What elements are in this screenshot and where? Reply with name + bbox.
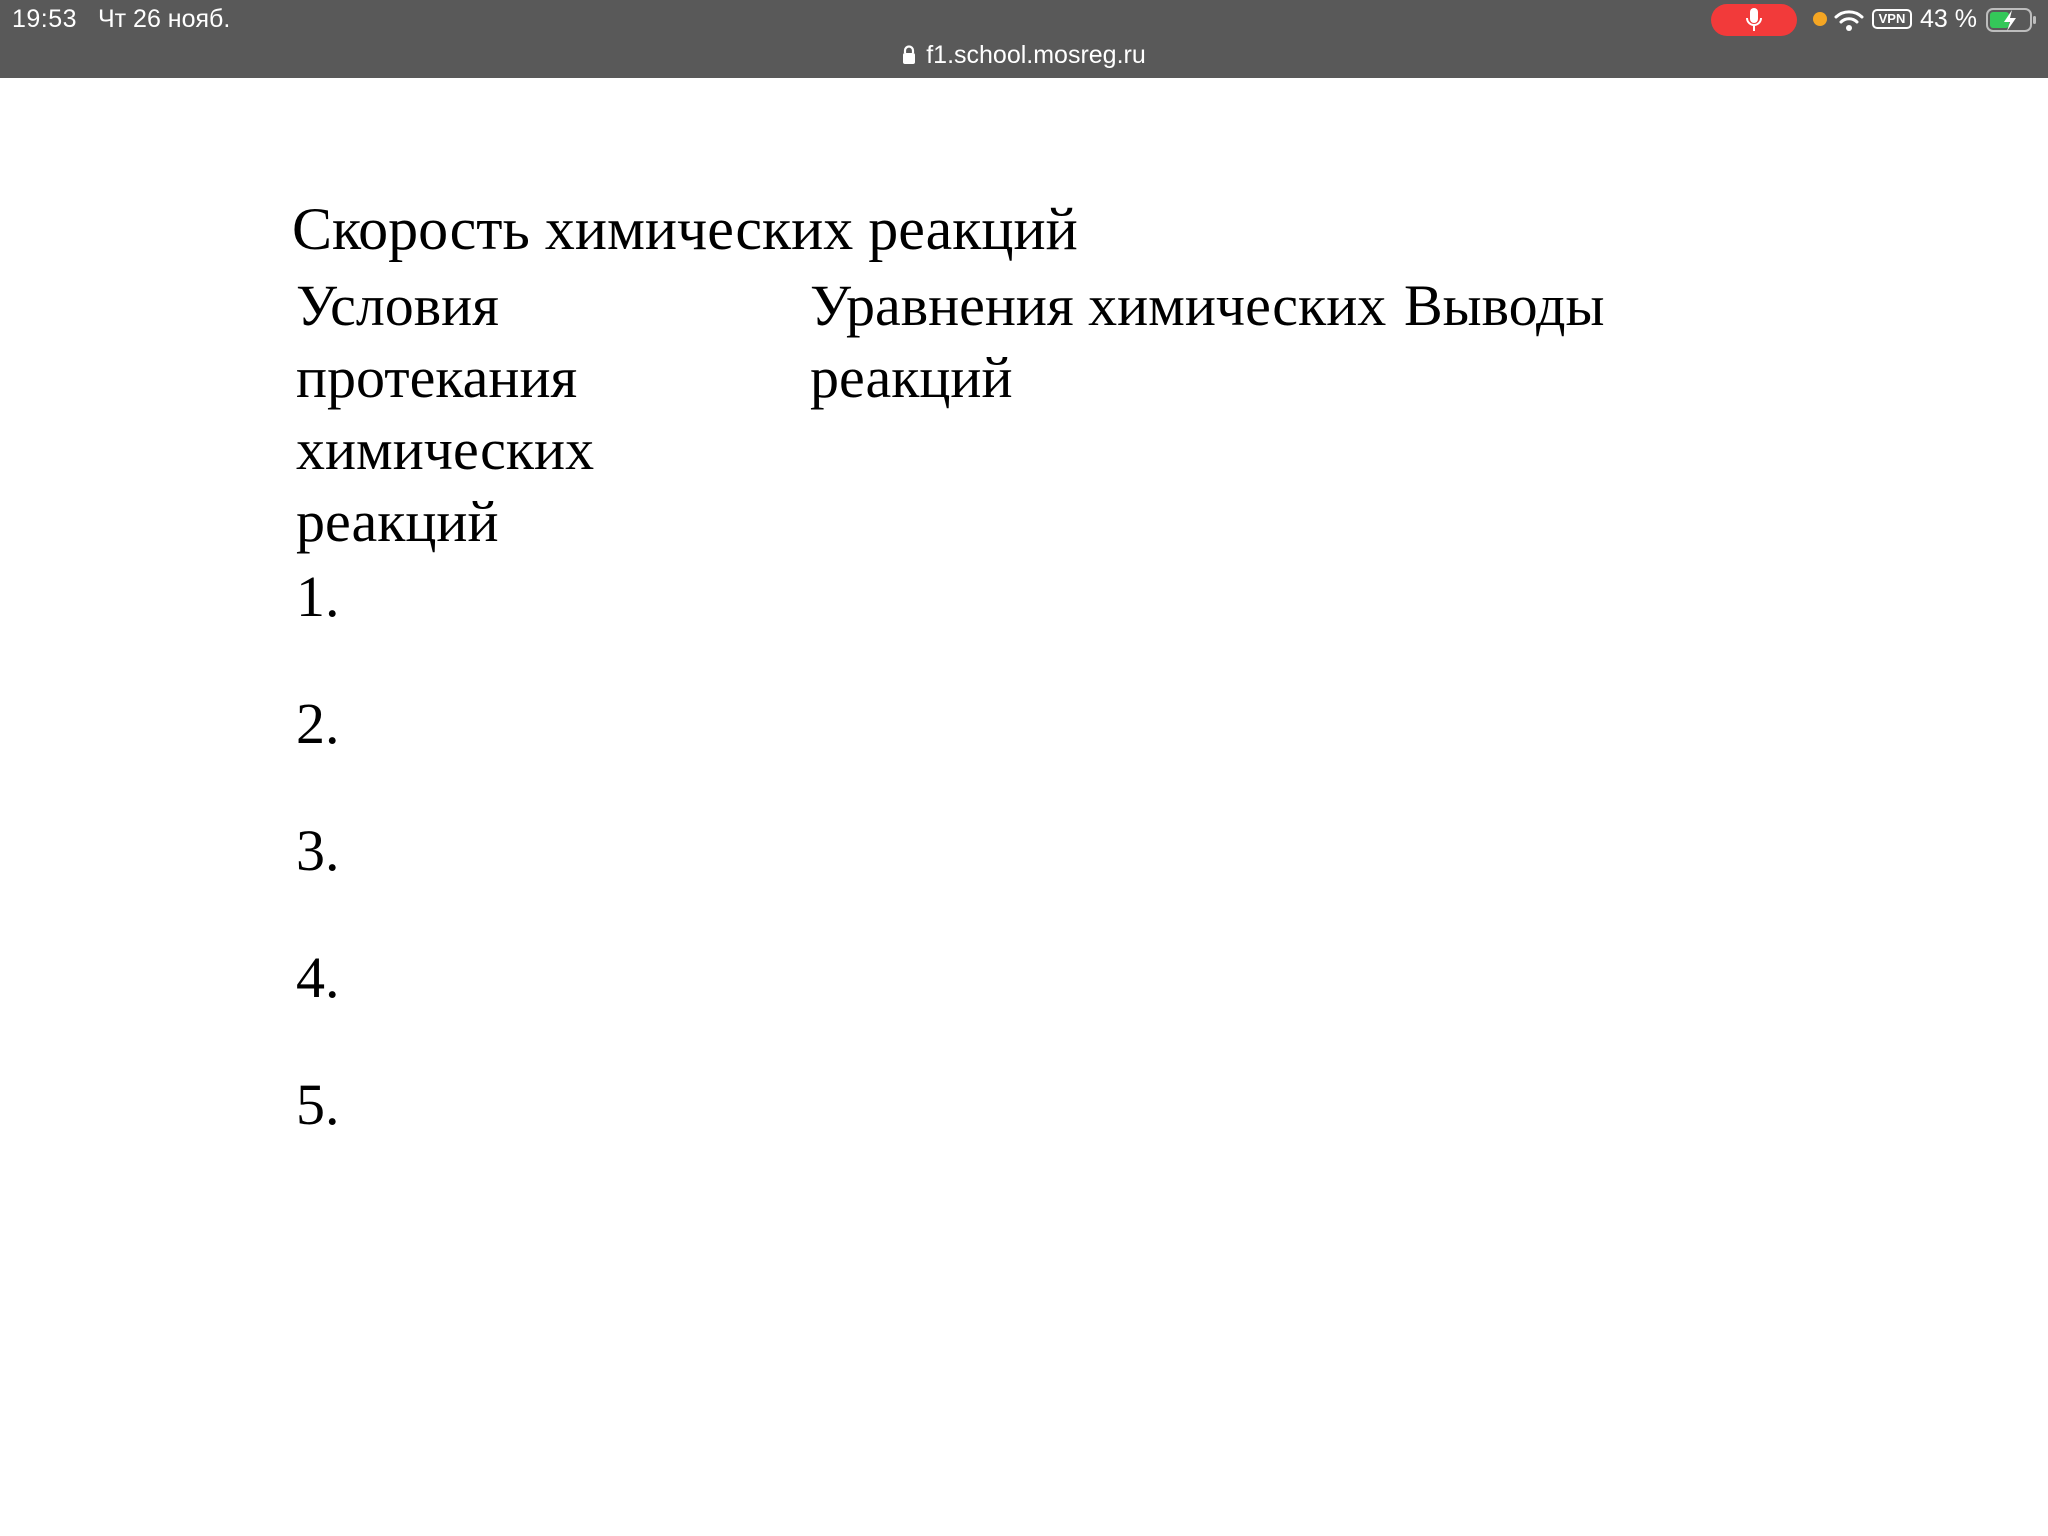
status-date: Чт 26 нояб. (98, 5, 231, 33)
header-equations: Уравнения химических реакций (810, 273, 1387, 410)
header-conditions: Условия протекания химических реакций (296, 273, 595, 554)
status-bar (0, 0, 2048, 78)
document-page (0, 78, 2048, 1536)
battery-percent: 43 % (1920, 5, 1977, 33)
row-number: 1. (296, 564, 340, 629)
row-number: 3. (296, 818, 340, 883)
lock-icon (902, 45, 916, 65)
wifi-icon (1834, 8, 1864, 32)
header-conclusions: Выводы (1404, 273, 1605, 338)
status-time: 19:53 (12, 5, 78, 33)
vpn-badge: VPN (1872, 9, 1912, 29)
row-number: 5. (296, 1072, 340, 1137)
row-number: 2. (296, 691, 340, 756)
numbered-rows (296, 561, 340, 1196)
recording-dot-icon (1813, 12, 1827, 26)
url-text[interactable]: f1.school.mosreg.ru (926, 41, 1146, 69)
row-number: 4. (296, 945, 340, 1010)
address-bar[interactable] (0, 38, 2048, 72)
battery-charging-icon (1986, 7, 2038, 33)
mic-recording-indicator[interactable] (1711, 4, 1797, 36)
document-title: Скорость химических реакций (292, 196, 1078, 262)
microphone-icon (1745, 7, 1763, 33)
